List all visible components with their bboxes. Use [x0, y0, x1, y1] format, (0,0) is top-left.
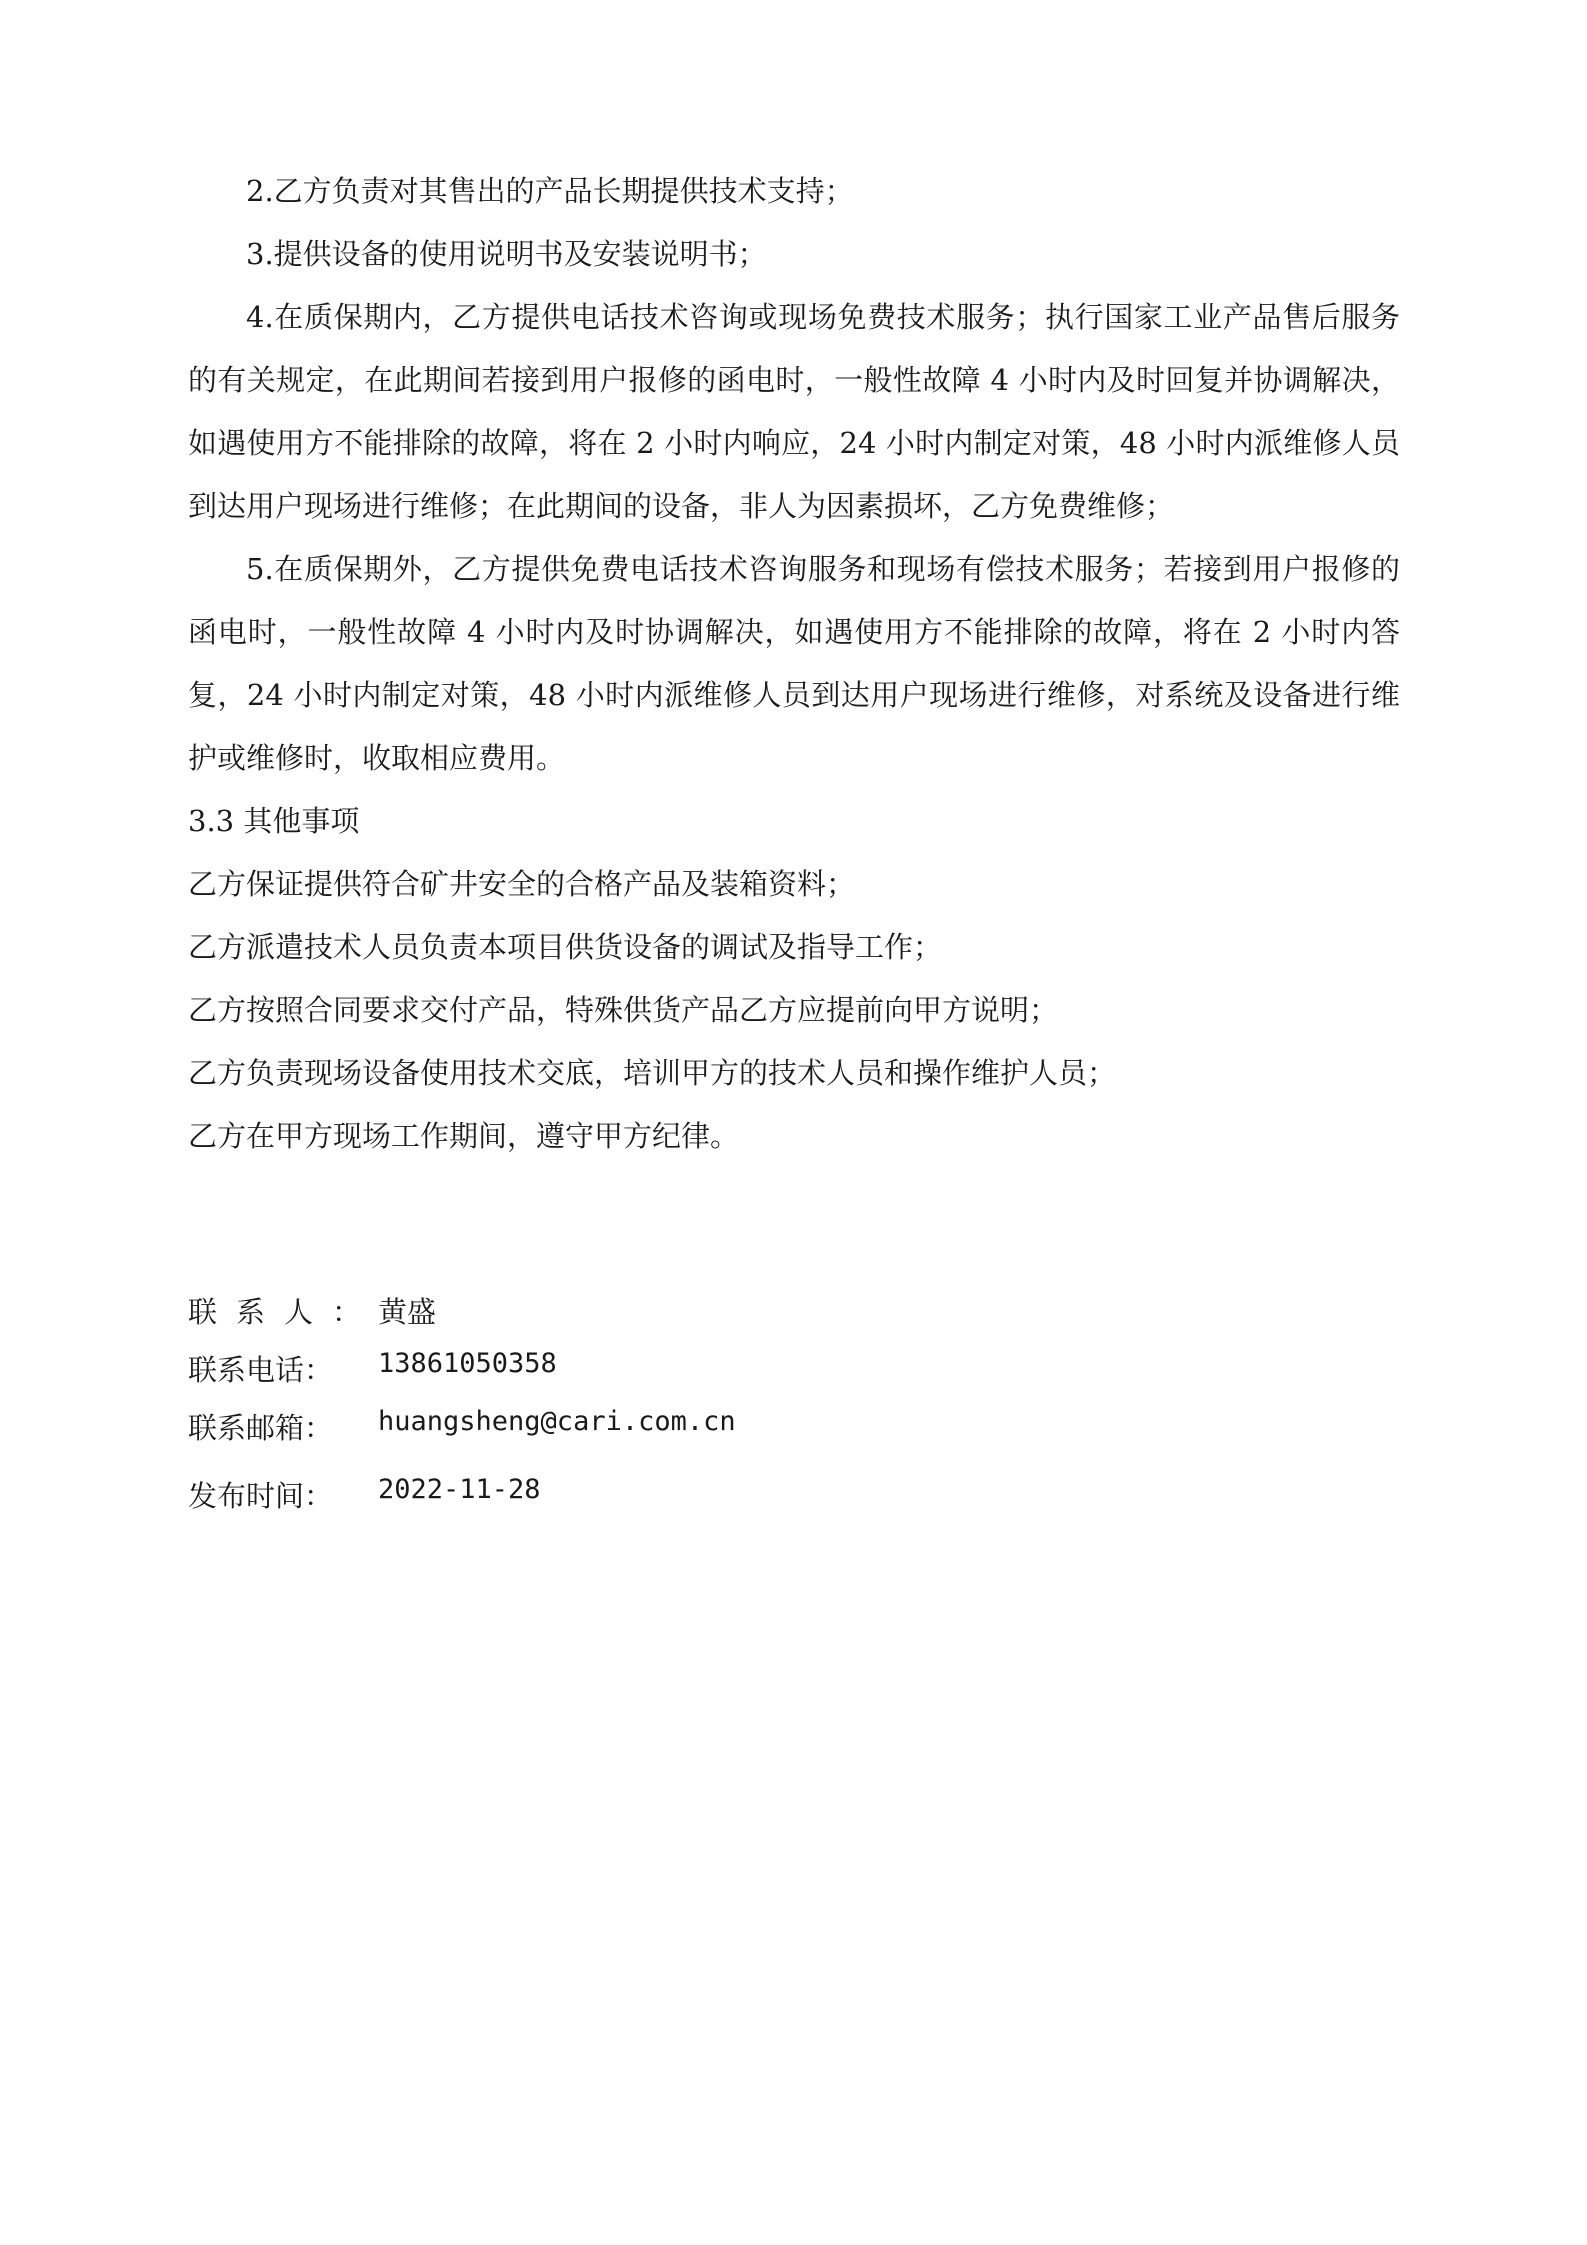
paragraph-2: 2.乙方负责对其售出的产品长期提供技术支持； — [246, 174, 854, 208]
document-body — [188, 160, 1400, 1168]
contact-email-value: huangsheng@cari.com.cn — [378, 1406, 736, 1437]
list-item: 乙方保证提供符合矿井安全的合格产品及装箱资料； — [188, 867, 856, 901]
paragraph-5: 5.在质保期外，乙方提供免费电话技术咨询服务和现场有偿技术服务；若接到用户报修的函电时，一般性故障 4 小时内及时协调解决，如遇使用方不能排除的故障，将在 2 小时内答复，24 小时内制定对策，48 小时内派维修人员到达用户现场进行维修，对系统及设备进行维护或维修时，收取相应费用。 — [188, 552, 1400, 775]
contact-person-value: 黄盛 — [378, 1295, 437, 1329]
list-item: 乙方按照合同要求交付产品，特殊供货产品乙方应提前向甲方说明； — [188, 993, 1059, 1027]
paragraph-4: 4.在质保期内，乙方提供电话技术咨询或现场免费技术服务；执行国家工业产品售后服务的有关规定，在此期间若接到用户报修的函电时，一般性故障 4 小时内及时回复并协调解决，如遇使用方不能排除的故障，将在 2 小时内响应，24 小时内制定对策，48 小时内派维修人员到达用户现场进行维修；在此期间的设备，非人为因素损坏，乙方免费维修； — [188, 300, 1400, 523]
list-item: 乙方派遣技术人员负责本项目供货设备的调试及指导工作； — [188, 930, 943, 964]
contact-person-label: 联系人： — [188, 1295, 381, 1329]
contact-phone-value: 13861050358 — [378, 1348, 557, 1379]
contact-phone-label: 联系电话： — [188, 1353, 334, 1387]
list-item: 乙方负责现场设备使用技术交底，培训甲方的技术人员和操作维护人员； — [188, 1056, 1117, 1090]
paragraph-3: 3.提供设备的使用说明书及安装说明书； — [246, 237, 767, 271]
publish-date-value: 2022-11-28 — [378, 1474, 541, 1505]
contact-email-label: 联系邮箱： — [188, 1411, 334, 1445]
publish-date-label: 发布时间： — [188, 1479, 334, 1513]
list-item: 乙方在甲方现场工作期间，遵守甲方纪律。 — [188, 1119, 740, 1153]
section-title: 3.3 其他事项 — [188, 804, 360, 838]
